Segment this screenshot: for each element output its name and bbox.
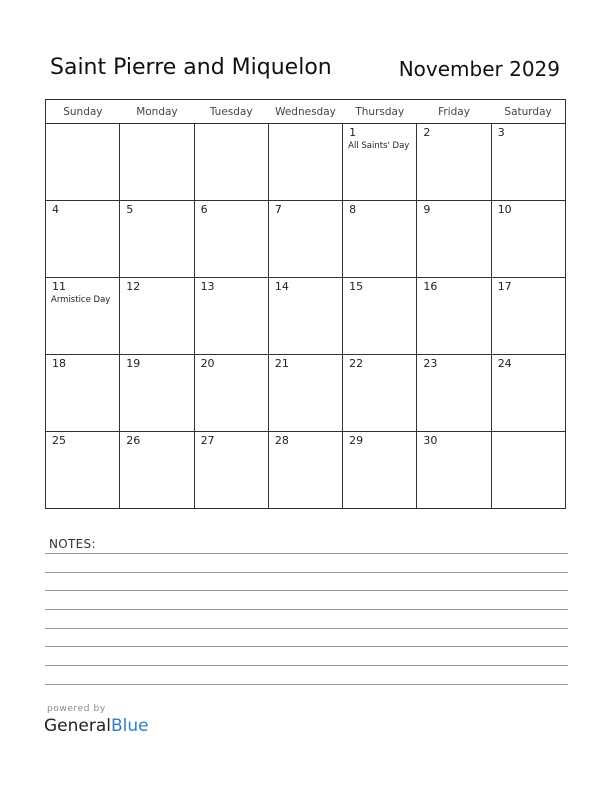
- day-cell[interactable]: [417, 278, 491, 355]
- day-cell[interactable]: [120, 355, 194, 432]
- note-line: [45, 572, 568, 573]
- week-row: [46, 278, 566, 355]
- notes-label: NOTES:: [49, 537, 96, 551]
- day-number: 10: [497, 203, 512, 216]
- day-cell[interactable]: [120, 278, 194, 355]
- weekday-header: Friday: [417, 100, 491, 124]
- day-number: 18: [52, 357, 66, 370]
- day-cell[interactable]: [268, 432, 342, 509]
- day-cell[interactable]: [120, 124, 194, 201]
- day-cell[interactable]: [194, 201, 268, 278]
- day-number: 16: [423, 280, 438, 293]
- week-row: [46, 124, 566, 201]
- day-cell[interactable]: [343, 201, 417, 278]
- day-number: 23: [423, 357, 438, 370]
- day-number: 26: [126, 434, 141, 447]
- day-number: 9: [423, 203, 431, 216]
- note-line: [45, 628, 568, 629]
- brand-general: General: [44, 716, 111, 736]
- day-cell[interactable]: [120, 432, 194, 509]
- day-number: 4: [52, 203, 59, 216]
- weekday-header: Sunday: [46, 100, 120, 124]
- note-line: [45, 553, 568, 554]
- note-line: [45, 684, 568, 685]
- day-number: 20: [200, 357, 215, 370]
- calendar-grid: [45, 99, 566, 509]
- day-cell[interactable]: [194, 124, 268, 201]
- day-cell[interactable]: [46, 355, 120, 432]
- week-row: [46, 201, 566, 278]
- day-cell[interactable]: [491, 355, 565, 432]
- weekday-header: Saturday: [491, 100, 565, 124]
- weekday-header: Monday: [120, 100, 194, 124]
- day-number: 2: [423, 126, 431, 139]
- week-row: [46, 355, 566, 432]
- day-cell[interactable]: [194, 278, 268, 355]
- day-cell[interactable]: [268, 124, 342, 201]
- day-number: 14: [274, 280, 289, 293]
- note-line: [45, 609, 568, 610]
- day-cell[interactable]: [46, 278, 120, 355]
- day-number: 30: [423, 434, 438, 447]
- day-number: 22: [349, 357, 364, 370]
- day-number: 7: [274, 203, 282, 216]
- note-line: [45, 665, 568, 666]
- day-cell[interactable]: [417, 432, 491, 509]
- day-number: 15: [349, 280, 364, 293]
- day-number: 11: [52, 280, 66, 293]
- day-cell[interactable]: [268, 278, 342, 355]
- brand-logo[interactable]: [44, 716, 149, 736]
- holiday-label: Armistice Day: [51, 295, 111, 305]
- note-line: [45, 590, 568, 591]
- day-cell[interactable]: [417, 355, 491, 432]
- page-title: Saint Pierre and Miquelon: [50, 55, 332, 80]
- day-cell[interactable]: [194, 432, 268, 509]
- weekday-header: Thursday: [343, 100, 417, 124]
- day-cell[interactable]: [491, 432, 565, 509]
- day-cell[interactable]: [491, 201, 565, 278]
- day-cell[interactable]: [120, 201, 194, 278]
- day-cell[interactable]: [491, 124, 565, 201]
- day-cell[interactable]: [343, 355, 417, 432]
- day-cell[interactable]: [46, 432, 120, 509]
- day-number: 28: [274, 434, 289, 447]
- day-cell[interactable]: [343, 278, 417, 355]
- day-number: 12: [126, 280, 141, 293]
- day-number: 8: [349, 203, 357, 216]
- day-number: 29: [349, 434, 364, 447]
- day-number: 27: [200, 434, 215, 447]
- day-number: 24: [497, 357, 512, 370]
- month-year-title: November 2029: [398, 57, 560, 81]
- day-cell[interactable]: [268, 201, 342, 278]
- day-number: 3: [497, 126, 505, 139]
- day-cell[interactable]: [417, 201, 491, 278]
- day-cell[interactable]: [46, 201, 120, 278]
- powered-by-text: powered by: [47, 704, 106, 714]
- day-number: 19: [126, 357, 141, 370]
- day-number: 5: [126, 203, 134, 216]
- day-number: 6: [200, 203, 208, 216]
- weekday-header: Tuesday: [194, 100, 268, 124]
- note-line: [45, 646, 568, 647]
- week-row: [46, 432, 566, 509]
- day-number: 25: [52, 434, 66, 447]
- day-cell[interactable]: [268, 355, 342, 432]
- day-number: 17: [497, 280, 512, 293]
- weekday-header: Wednesday: [268, 100, 342, 124]
- day-number: 1: [349, 126, 357, 139]
- day-number: 21: [274, 357, 289, 370]
- day-cell[interactable]: [343, 432, 417, 509]
- holiday-label: All Saints' Day: [348, 141, 410, 151]
- day-cell[interactable]: [417, 124, 491, 201]
- day-number: 13: [200, 280, 215, 293]
- day-cell[interactable]: [194, 355, 268, 432]
- brand-blue: Blue: [111, 716, 149, 736]
- day-cell[interactable]: [491, 278, 565, 355]
- day-cell[interactable]: [46, 124, 120, 201]
- weekday-header-row: [46, 100, 566, 124]
- day-cell[interactable]: [343, 124, 417, 201]
